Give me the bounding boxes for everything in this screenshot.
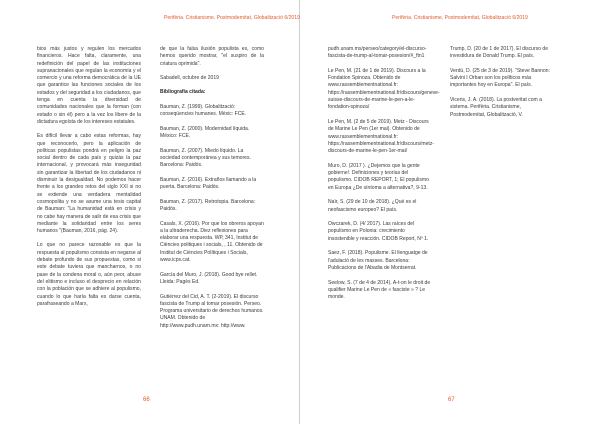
bibliography-entry: Gutiérrez del Cid, A. T. (2-2019). El discurso fascista de Trump al tomar posesión. Perseo. Programa universitario de derechos humanos. UNAM. Obtenido de http://www.pudh.unam.mx: http://www. xyxy=(160,293,264,329)
bibliography-entry: Bauman, Z. (2017). Retrotopia. Barcelona: Paidós. xyxy=(160,198,256,212)
left-page-column-1 xyxy=(37,46,141,315)
right-page-column-1 xyxy=(328,46,440,309)
bibliography-entry: Naïr, S. (29 de 10 de 2018). ¿Qué es el neofascismo europeo? El país. xyxy=(328,199,417,213)
bibliography-entry: pudh.unam.mx/perseo/category/el-discurso-fascista-de-trump-al-tomar-posesion/#_ftn1 xyxy=(328,46,427,60)
bibliography-entry: Bauman, Z. (1999). Globalització: conseqüencies humanes. Mèxic: FCE. xyxy=(160,103,247,118)
left-page-column-2 xyxy=(160,46,264,337)
bibliography-entry: Le Pen, M. (21 de 1 de 2019). Discours a la Fondation Spinoza. Obtenido de www.rassemblementnational.fr: https://rassemblementnational.fr/discours/geneve-suisse-discours-de-marine-le-pen-a-le-fondation-spinoza/ xyxy=(328,67,440,111)
page-number-left: 66 xyxy=(143,397,150,403)
bibliography-entry: García del Muro, J. (2018). Good bye rellet. Lleida: Pagès Ed. xyxy=(160,271,258,285)
bibliography-entry: Trump, D. (20 de 1 de 2017). El discurso de investidura de Donald Trump. El país. xyxy=(450,46,548,60)
bibliography-entry: Bauman, Z. (2007). Miedo líquido. La sociedad contemporánea y sus temores. Barcelona: Paidós. xyxy=(160,147,251,169)
paragraph: de que la falsa ilusión populista es, como hemos querido mostrar, "el suspiro de la criatura oprimida". xyxy=(160,46,264,67)
paragraph: Lo que no parece razonable es que la respuesta al populismo consista en negarse al debate profundo de sus propuestas, como si este debate tuviera que mancharnos, o no pase de la condena moral o, aún peor, abuse del elitismo e incluso el desprecio en relación con la población que se adhiere al populismo, cuando lo que haría falta es darse cuenta, parafraseando a Marx, xyxy=(37,242,141,307)
bibliography-entry: Verdú, D. (25 de 3 de 2019). "Steve Bannon: Salvini I Orban son los políticos más importantes hoy en Europa". El país. xyxy=(450,67,550,89)
bibliography-entry: Owczarek, D. (4/ 2017). Las raíces del populismo en Polonia: crecimiento insostenible y reacción. CIDOB Report, Nº 1. xyxy=(328,221,429,242)
right-page-column-2 xyxy=(450,46,554,126)
bibliography-entry: Bauman, Z. (2000). Modernidad líquida. México: FCE. xyxy=(160,125,250,139)
running-header-right: Perifèria. Cristianisme, Postmodernitat, Globalització 6/2019 xyxy=(392,15,528,21)
bibliography-entry: Saez, F. (2018). Populisme. El llenguatge de l'adulació de les masses. Barcelona: Publicacions de l'Abadia de Montserrat. xyxy=(328,250,428,271)
paragraph: bios más justos y regulen los mercados financieros. Hace falta, claramente, una redefinición del papel de las instituciones supranacionales que regulan la economía y el comercio y una reforma democrática de la UE que garantice las funciones sociales de los estados y del seguridad a los ciudadanos, que tenga en cuenta la diversidad de comunidades nacionales que la forman (con estado o sin él) pero a la vez los libere de la dictadura egoísta de los intereses estatales. xyxy=(37,46,141,125)
right-page xyxy=(300,0,600,424)
page-number-right: 67 xyxy=(448,397,455,403)
bibliography-entry: Le Pen, M. (2 de 5 de 2019). Metz - Discours de Marine Le Pen (1er mai). Obtenido de www.rassemblementnational.fr: https://rassemblementnational.fr/discours/metz-discours-de-marine-le-pen-1er-mai/ xyxy=(328,118,435,155)
bibliography-heading: Bibliografía citada: xyxy=(160,89,206,96)
paragraph: Es difícil llevar a cabo estas reformas, hay que reconocerlo, pero la aplicación de políticas populistas pondrá en peligro la paz social dentro de cada país y quizás la paz internacional, y provocará más inseguridad sin garantizar la libertad de los ciudadanos ni disminuir la desigualdad. No podemos hacer frente a los grandes retos del siglo XXI si no se extiende una verdadera mentalidad cosmopolita y no se asume una tesis capital de Bauman: "La humanidad está en crisis y no cabe hay manera de salir de esa crisis que mediante la solidaridad entre los seres humanos "(Bauman, 2016, pág. 24). xyxy=(37,133,141,235)
bibliography-entry: Bauman, Z. (2016). Extraños llamando a la puerta. Barcelona: Paidós. xyxy=(160,176,257,191)
bibliography-entry: Casals, X. (2016). Por que los obreros apoyan a la ultraderecha. Diez reflexiones para elaborar una respuesta. WP, 341, Institut de Ciències politiques i socials, , 11. Obtenido de Institut de Ciències Polítiques i Socials, www.icps.cat. xyxy=(160,220,264,264)
bibliography-entry: Vicens, J. A. (2018). La postveritat com a sistema. Perifèria. Cristianisme, Postmodernitat, Globalització, V. xyxy=(450,97,542,118)
bibliography-entry: Seelow, S. (7 de 4 de 2014). A-t-on le droit de qualifier Marine Le Pen de « fasciste » ? Le monde. xyxy=(328,279,431,301)
running-header-left: Perifèria. Cristianisme, Postmodernitat, Globalització 6/2019 xyxy=(164,15,300,21)
bibliography-entry: Muro, D. (2017 ). ¿Dejemos que la gente gobierne!. Definiciones y teorías del populismo. CIDOB REPORT, 1; El populismo en Europa ¿De síntoma a alternativa?, 9-13. xyxy=(328,162,429,191)
signoff-date: Sabadell, octubre de 2019 xyxy=(160,74,219,81)
